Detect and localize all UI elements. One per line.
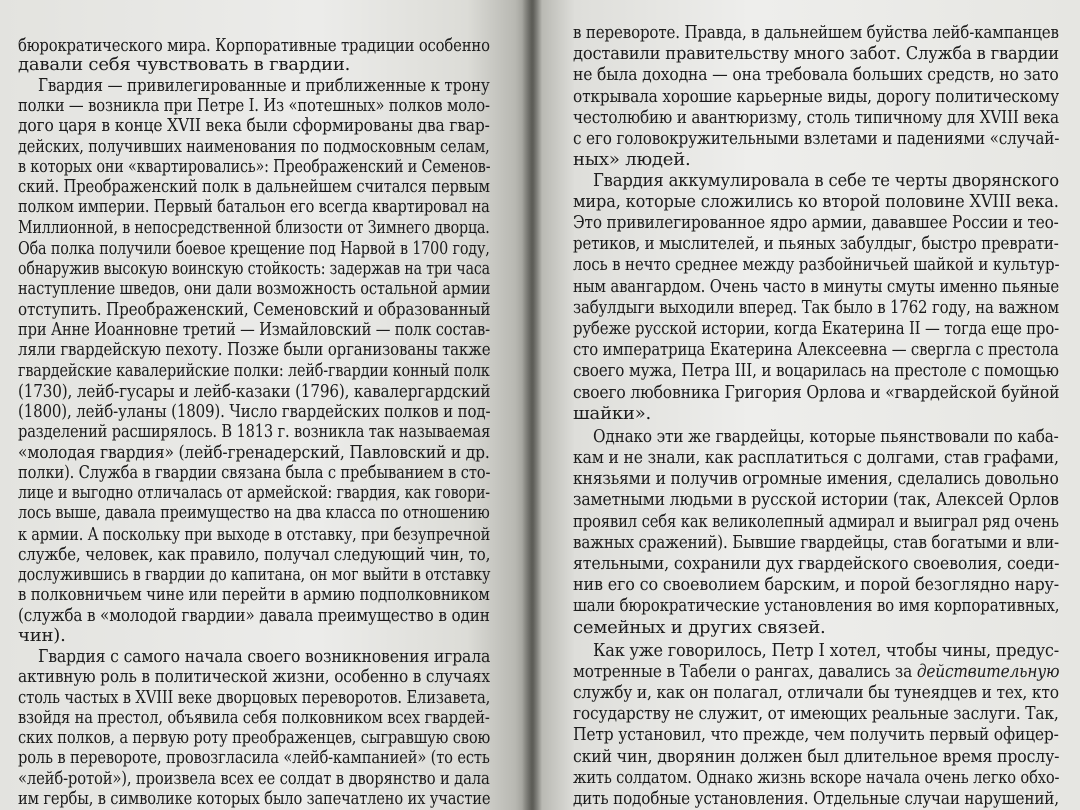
left-page bbox=[0, 0, 531, 810]
text-line: к армии. А поскольку при выходе в отставку, при безупречной bbox=[18, 523, 491, 545]
text-line: службу и, как он полагал, отличали бы тунеядцев и тех, кто bbox=[573, 682, 1059, 703]
text-line: семейных и других связей. bbox=[573, 616, 826, 638]
text-line: честолюбию и авантюризму, столь типичному для XVIII века bbox=[573, 106, 1059, 128]
text-line: ных» людей. bbox=[573, 149, 691, 171]
text-line: наступление шведов, они дали возможность остальной армии bbox=[18, 278, 491, 300]
text-line: ских полков, а первую роту преображенцев, сыгравшую свою bbox=[18, 727, 491, 749]
text-line-part: мотренные в Табели о рангах, давались за bbox=[573, 660, 913, 682]
text-line: Как уже говорилось, Петр I хотел, чтобы чины, предус- bbox=[593, 639, 1060, 661]
text-line: отступить. Преображенский, Семеновский и образованный bbox=[18, 298, 491, 320]
text-line: им гербы, в символике которых было запечатлено их участие bbox=[18, 788, 491, 809]
text-line: ным авангардом. Очень часто в минуты смуты именно пьяные bbox=[573, 275, 1059, 297]
text-line: активную роль в политической жизни, особенно в случаях bbox=[18, 666, 490, 688]
text-line: взойдя на престол, объявила себя полковником всех гвардей- bbox=[18, 706, 490, 728]
text-line: своего любовника Григория Орлова и «гвардейской буйной bbox=[573, 381, 1060, 403]
text-line: с его головокружительными взлетами и падениями «случай- bbox=[573, 128, 1060, 149]
text-line: полки — возникла при Петре I. Из «потешных» полков моло- bbox=[18, 95, 490, 116]
text-line: полки). Служба в гвардии связана была с пребыванием в сто- bbox=[18, 461, 491, 483]
text-line: шайки». bbox=[573, 402, 652, 424]
text-line: ский чин, дворянин должен был длительное время прослу- bbox=[573, 745, 1060, 767]
text-line: Это привилегированное ядро армии, дававшее России и тео- bbox=[573, 211, 1059, 233]
text-line: в перевороте. Правда, в дальнейшем буйства лейб-кампанцев bbox=[573, 22, 1059, 43]
text-line: при Анне Иоанновне третий — Измайловский — полк состав- bbox=[18, 318, 490, 340]
text-line: дить подобные установления. Отдельные случаи нарушений, bbox=[573, 788, 1059, 809]
text-line: рубеже русской истории, когда Екатерина II — тогда еще про- bbox=[573, 317, 1060, 339]
text-line: нив его со своеволием барским, и порой безоглядно нару- bbox=[573, 574, 1060, 596]
text-line: роль в перевороте, провозгласила «лейб-кампанией» (то есть bbox=[18, 747, 490, 769]
text-line: гвардейские кавалерийские полки: лейб-гвардии конный полк bbox=[18, 359, 490, 381]
text-line: в которых они «квартировались»: Преображенский и Семенов- bbox=[18, 155, 491, 177]
text-line: князьями и получив огромные имения, сделались довольно bbox=[573, 468, 1059, 490]
text-line: Миллионной, в непосредственной близости от Зимнего дворца. bbox=[18, 216, 490, 238]
text-line: жить солдатом. Однако жизнь вскоре начала очень легко обхо- bbox=[573, 766, 1060, 788]
text-line: (служба в «молодой гвардии» давала преимущество в один bbox=[18, 604, 490, 626]
text-line: Однако эти же гвардейцы, которые пьянствовали по каба- bbox=[593, 425, 1059, 447]
text-line: важных сражений). Бывшие гвардейцы, став богатыми и вли- bbox=[573, 531, 1059, 553]
text-line: Петр установил, что прежде, чем получить первый офицер- bbox=[573, 724, 1059, 746]
text-line: дейских, получивших наименования по подмосковным селам, bbox=[18, 135, 490, 157]
text-line: лось выше, давала преимущество на два класса по отношению bbox=[18, 502, 490, 524]
text-line: разделений расширялось. В 1813 г. возникла так называемая bbox=[18, 421, 491, 443]
text-line: чин). bbox=[18, 624, 66, 646]
text-line: мира, которые сложились ко второй половине XVIII века. bbox=[573, 190, 1059, 212]
text-line: (1800), лейб-уланы (1809). Число гвардейских полков и под- bbox=[18, 400, 491, 422]
text-line: давали себя чувствовать в гвардии. bbox=[18, 54, 351, 76]
text-line: обнаружив высокую воинскую стойкость: задержав на три часа bbox=[18, 258, 490, 280]
text-line: Гвардия — привилегированные и приближенные к трону bbox=[38, 74, 490, 96]
text-line: дослужившись в гвардии до капитана, он мог выйти в отставку bbox=[18, 564, 491, 585]
right-page bbox=[531, 0, 1080, 810]
text-line: доставили правительству много забот. Служба в гвардии bbox=[573, 43, 1059, 65]
text-line: столь частых в XVIII веке дворцовых переворотов. Елизавета, bbox=[18, 686, 491, 708]
text-line: службе, человек, как правило, получал следующий чин, то, bbox=[18, 543, 491, 565]
text-line: ский. Преображенский полк в дальнейшем считался первым bbox=[18, 176, 490, 198]
text-line: (1730), лейб-гусары и лейб-казаки (1796), кавалергардский bbox=[18, 380, 491, 402]
text-line: дого царя в конце XVII века были сформированы два гвар- bbox=[18, 115, 490, 137]
book-gutter-shadow bbox=[522, 0, 542, 810]
text-line: открывала хорошие карьерные виды, дорогу политическому bbox=[573, 85, 1059, 107]
text-line: сто императрица Екатерина Алексеевна — свергла с престола bbox=[573, 339, 1059, 361]
text-line: бюрократического мира. Корпоративные традиции особенно bbox=[18, 35, 490, 56]
emphasis-word: действительную bbox=[916, 660, 1060, 682]
text-line: кам и не знали, как расплатиться с долгами, став графами, bbox=[573, 446, 1059, 468]
text-line: «молодая гвардия» (лейб-гренадерский, Павловский и др. bbox=[18, 441, 490, 463]
text-line: государству не служит, от имеющих реальные заслуги. Так, bbox=[573, 703, 1059, 725]
text-line: проявил себя как великолепный адмирал и выиграл ряд очень bbox=[573, 510, 1059, 532]
text-line: ретиков, и мыслителей, и пьяных забулдыг, быстро преврати- bbox=[573, 233, 1059, 255]
text-line: в полковничьем чине или перейти в армию подполковником bbox=[18, 584, 490, 606]
text-line: «лейб-ротой»), произвела всех ее солдат в дворянство и дала bbox=[18, 767, 490, 789]
text-line: Оба полка получили боевое крещение под Нарвой в 1700 году, bbox=[18, 237, 490, 259]
text-line: заметными людьми в русской истории (так, Алексей Орлов bbox=[573, 489, 1059, 511]
text-line: лось в нечто среднее между разбойничьей шайкой и культур- bbox=[573, 254, 1060, 276]
text-line: забулдыги выходили вперед. Так было в 1762 году, на важном bbox=[573, 296, 1059, 318]
text-line: полком империи. Первый батальон его всегда квартировал на bbox=[18, 196, 490, 218]
text-line: шали бюрократические установления во имя корпоративных, bbox=[573, 595, 1060, 617]
text-line: Гвардия с самого начала своего возникновения играла bbox=[38, 646, 491, 667]
text-line: Гвардия аккумулировала в себе те черты дворянского bbox=[593, 169, 1059, 191]
text-line: не была доходна — она требовала больших средств, но зато bbox=[573, 64, 1059, 86]
text-line: лице и выгодно отличалась от армейской: гвардия, как говори- bbox=[18, 482, 490, 503]
text-line: ятельными, сохранили дух гвардейского своеволия, соеди- bbox=[573, 552, 1060, 574]
text-line: своего мужа, Петра III, и воцарилась на престоле с помощью bbox=[573, 360, 1059, 382]
text-line: ляли гвардейскую пехоту. Позже были организованы также bbox=[18, 339, 491, 361]
